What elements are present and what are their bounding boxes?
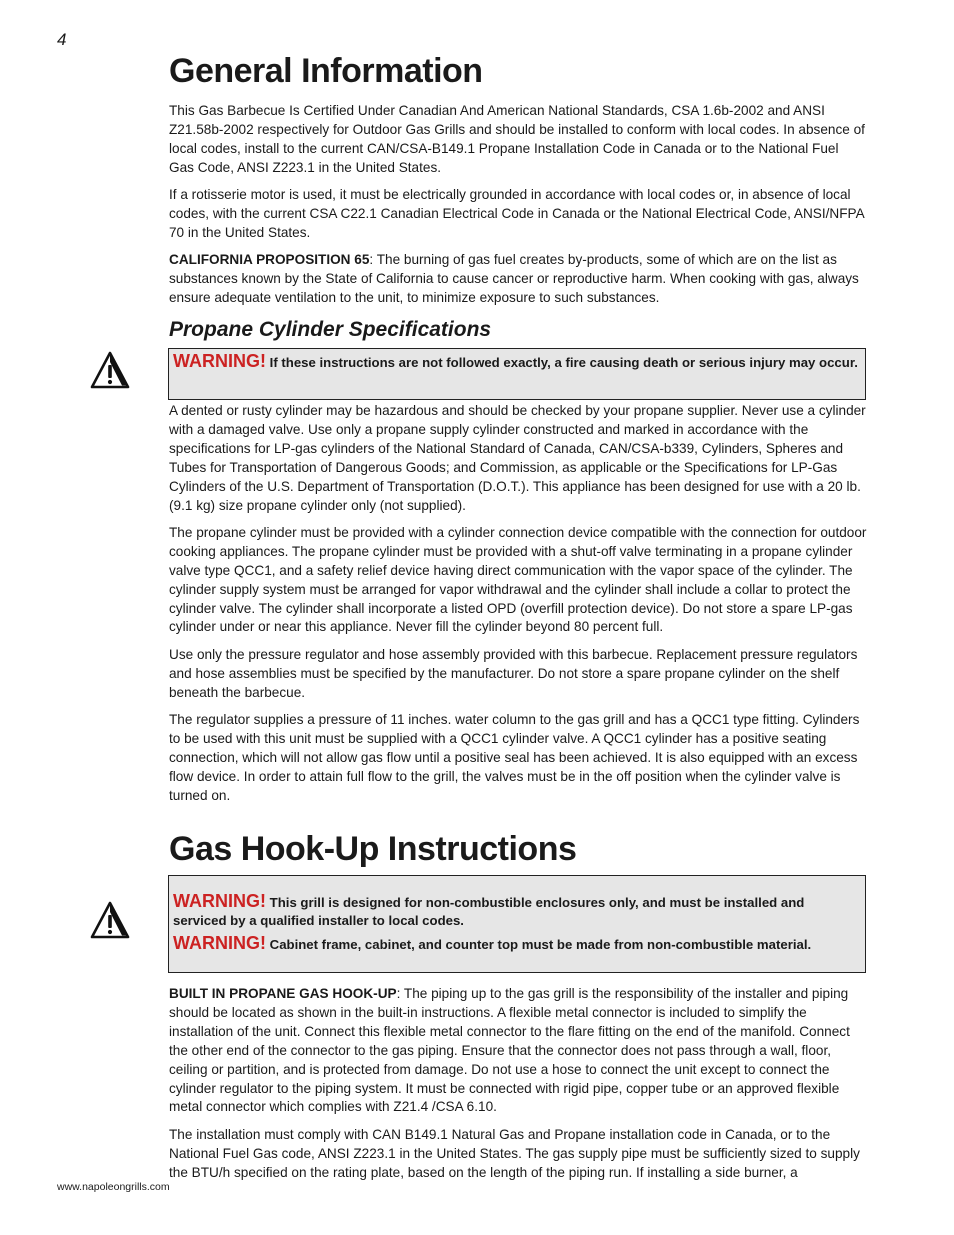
warning-triangle-icon — [90, 351, 130, 389]
builtin-lead: BUILT IN PROPANE GAS HOOK-UP — [169, 986, 397, 1001]
paragraph: Use only the pressure regulator and hose assembly provided with this barbecue. Replacement pressure regulators and hose assemblies must be specified by the manufacturer. Do not store a spare propane cylinder on the shelf beneath the barbecue. — [169, 646, 858, 700]
prop65-lead: CALIFORNIA PROPOSITION 65 — [169, 252, 370, 268]
warning-text: Cabinet frame, cabinet, and counter top must be made from non-combustible material. — [266, 937, 812, 952]
builtin-paragraph — [169, 985, 867, 1117]
warning-label: WARNING! — [173, 933, 266, 953]
warning-text: If these instructions are not followed exactly, a fire causing death or serious injury may occur. — [266, 355, 858, 370]
warning-line — [173, 934, 861, 954]
footer-url: www.napoleongrills.com — [57, 1181, 170, 1193]
general-information-title: General Information — [169, 52, 483, 90]
warning-line — [173, 892, 861, 930]
warning-triangle-icon — [90, 901, 130, 939]
paragraph: If a rotisserie motor is used, it must be electrically grounded in accordance with local codes or, in absence of local codes, with the current CSA C22.1 Canadian Electrical Code in Canada or the National Electrical Code, ANSI/NFPA 70 in the United States. — [169, 187, 864, 240]
paragraph: This Gas Barbecue Is Certified Under Canadian And American National Standards, CSA 1.6b-2002 and ANSI Z21.58b-2002 respectively for Outdoor Gas Grills and should be installed to conform with local codes. In absence of local codes, install to the current CAN/CSA-B149.1 Propane Installation Code in Canada or to the National Fuel Gas Code, ANSI Z223.1 in the United States. — [169, 103, 865, 175]
propane-warning-box — [168, 348, 866, 400]
propane-specs-body — [169, 402, 867, 814]
warning-text: This grill is designed for non-combustible enclosures only, and must be installed and serviced by a qualified installer to local codes. — [173, 895, 805, 928]
warning-label: WARNING! — [173, 891, 266, 911]
gas-hookup-title: Gas Hook-Up Instructions — [169, 830, 577, 868]
prop65-text: : The burning of gas fuel creates by-products, some of which are on the list as substances known by the State of California to cause cancer or reproductive harm. When cooking with gas, always ensure adequate ventilation to the unit, to minimize exposure to such substances. — [169, 252, 859, 306]
paragraph: The propane cylinder must be provided with a cylinder connection device compatible with the connection for outdoor cooking appliances. The propane cylinder must be provided with a shut-off valve terminating in a propane cylinder valve type QCC1, and a safety relief device having direct communication with the vapor space of the cylinder. The cylinder supply system must be arranged for vapor withdrawal and the cylinder shall include a collar to protect the cylinder valve. The cylinder shall incorporate a listed OPD (overfill protection device). Do not store a spare LP-gas cylinder under or near this appliance. Never fill the cylinder beyond 80 percent full. — [169, 524, 867, 635]
hookup-warning-box — [168, 875, 866, 973]
general-information-body — [169, 102, 867, 317]
paragraph: The regulator supplies a pressure of 11 inches. water column to the gas grill and has a QCC1 type fitting. Cylinders to be used with this unit must be supplied with a QCC1 cylinder valve. A QCC1 cylinder has a positive seating connection, which will not allow gas flow until a positive seal has been achieved. It is also equipped with an excess flow device. In order to attain full flow to the grill, the valves must be in the off position when the cylinder valve is turned on. — [169, 712, 860, 803]
page-number: 4 — [57, 30, 67, 49]
paragraph: The installation must comply with CAN B149.1 Natural Gas and Propane installation code in Canada, or to the National Fuel Gas code, ANSI Z223.1 in the United States. The gas supply pipe must be sufficiently sized to supply the BTU/h specified on the rating plate, based on the length of the piping run. If installing a side burner, a — [169, 1126, 860, 1180]
builtin-text: : The piping up to the gas grill is the responsibility of the installer and piping should be located as shown in the built-in instructions. A flexible metal connector is included to simplify the installation of the unit. Connect this flexible metal connector to the flare fitting on the end of the manifold. Connect the other end of the connector to the gas piping. Ensure that the connector does not pass through a wall, floor, ceiling or partition, and is protected from damage. Do not use a hose to connect the unit except to connect the cylinder regulator to the piping system. It must be connected with rigid pipe, copper tube or an approved flexible metal connector which complies with Z21.4 /CSA 6.10. — [169, 986, 850, 1115]
warning-label: WARNING! — [173, 351, 266, 371]
prop65-paragraph — [169, 251, 867, 308]
gas-hookup-body — [169, 985, 867, 1191]
propane-specs-title: Propane Cylinder Specifications — [169, 318, 492, 341]
paragraph: A dented or rusty cylinder may be hazardous and should be checked by your propane supplier. Never use a cylinder with a damaged valve. Use only a propane supply cylinder constructed and marked in accordance with the specifications for LP-gas cylinders of the National Standard of Canada, CAN/CSA-b339, Cylinders, Spheres and Tubes for Transportation of Dangerous Goods; and Commission, as applicable or the Specifications for LP-Gas Cylinders of the U.S. Department of Transportation (D.O.T.). This appliance has been designed for use with a 20 lb. (9.1 kg) size propane cylinder only (not supplied). — [169, 403, 866, 513]
